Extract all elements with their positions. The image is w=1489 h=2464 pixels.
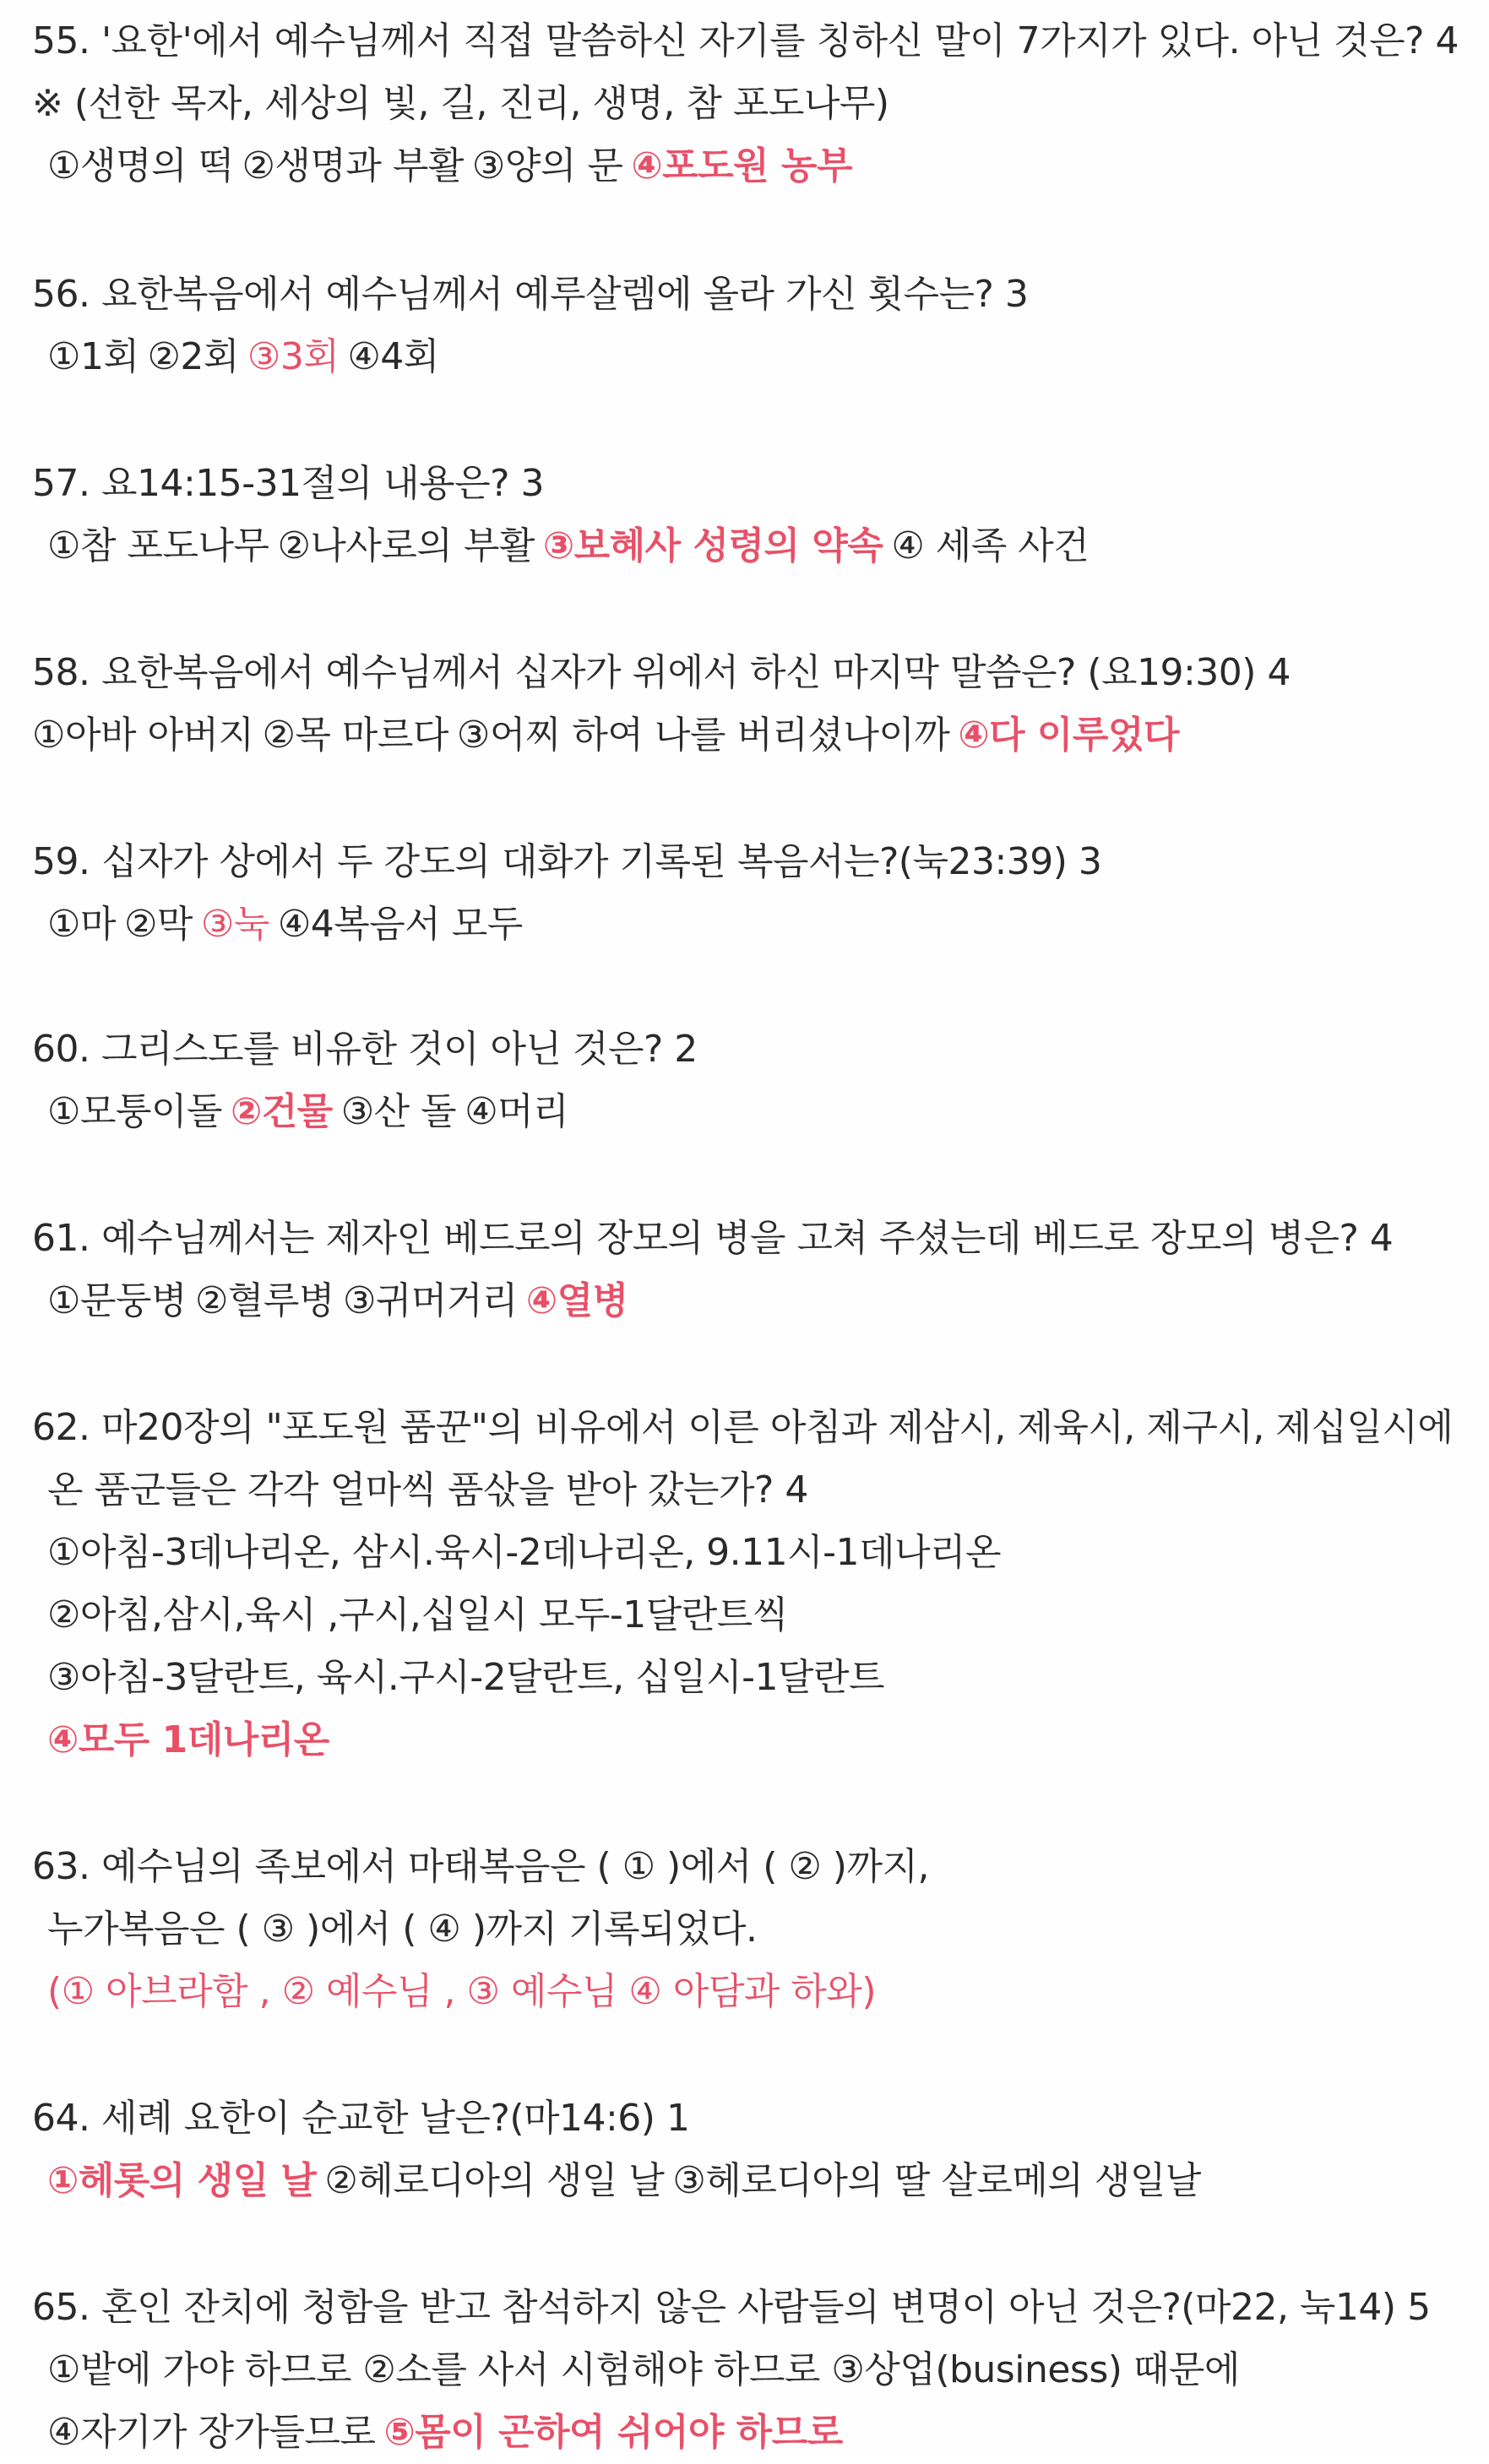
option: ②막 [123, 903, 193, 946]
option: ②헤로디아의 생일 날 [324, 2159, 665, 2202]
question-57 [32, 453, 1468, 578]
option: ④머리 [465, 1090, 569, 1133]
option: ②나사로의 부활 [277, 524, 535, 567]
answer-text: (① 아브라함 , ② 예수님 , ③ 예수님 ④ 아담과 하와) [47, 1970, 877, 2013]
question-64-options [32, 2150, 1468, 2212]
question-65-options-line2 [32, 2402, 1468, 2464]
option: ②2회 [147, 335, 239, 378]
question-60 [32, 1018, 1468, 1143]
question-63-stem-cont: 누가복음은 ( ③ )에서 ( ④ )까지 기록되었다. [47, 1908, 758, 1951]
answer-option: ④모두 1데나리온 [47, 1718, 329, 1761]
question-61-stem: 61. 예수님께서는 제자인 베드로의 장모의 병을 고쳐 주셨는데 베드로 장모의 병은? 4 [32, 1217, 1394, 1260]
question-61-options [32, 1270, 1468, 1332]
question-61 [32, 1208, 1468, 1332]
question-65-stem: 65. 혼인 잔치에 청함을 받고 참석하지 않은 사람들의 변명이 아닌 것은?(마22, 눅14) 5 [32, 2286, 1431, 2329]
question-58-stem: 58. 요한복음에서 예수님께서 십자가 위에서 하신 마지막 말씀은? (요19:30) 4 [32, 651, 1291, 694]
option: ④4회 [347, 335, 439, 378]
answer-option: ③보혜사 성령의 약속 [542, 524, 883, 567]
option: ②아침,삼시,육시 ,구시,십일시 모두-1달란트씩 [47, 1593, 788, 1636]
question-65-options-line1: ①밭에 가야 하므로 ②소를 사서 시험해야 하므로 ③상업(business) 때문에 [47, 2348, 1240, 2391]
question-58-options [32, 704, 1468, 767]
question-56-stem: 56. 요한복음에서 예수님께서 예루살렘에 올라 가신 횟수는? 3 [32, 273, 1029, 316]
question-57-options [32, 515, 1468, 578]
question-60-stem: 60. 그리스도를 비유한 것이 아닌 것은? 2 [32, 1028, 698, 1071]
answer-option: ④열병 [525, 1279, 628, 1322]
option: ②목 마르다 [262, 714, 448, 757]
option: ③산 돌 [340, 1090, 457, 1133]
option: ③헤로디아의 딸 살로메의 생일날 [672, 2159, 1201, 2202]
question-64 [32, 2087, 1468, 2212]
question-59-options [32, 893, 1468, 956]
option: ②생명과 부활 [242, 144, 464, 187]
option: ③귀머거리 [342, 1279, 518, 1322]
option: ④ 세족 사건 [891, 524, 1090, 567]
option: ③아침-3달란트, 육시.구시-2달란트, 십일시-1달란트 [47, 1656, 885, 1699]
option: ②혈루병 [194, 1279, 334, 1322]
option: ①1회 [47, 335, 139, 378]
answer-option: ③눅 [200, 903, 269, 946]
question-64-stem: 64. 세례 요한이 순교한 날은?(마14:6) 1 [32, 2097, 690, 2140]
question-62 [32, 1397, 1468, 1772]
option: ①아바 아버지 [32, 714, 254, 757]
option: ④자기가 장가들므로 [47, 2411, 376, 2454]
answer-option: ⑤몸이 곤하여 쉬어야 하므로 [383, 2411, 843, 2454]
question-63 [32, 1836, 1468, 2023]
question-60-options [32, 1081, 1468, 1143]
question-59-stem: 59. 십자가 상에서 두 강도의 대화가 기록된 복음서는?(눅23:39) 3 [32, 840, 1102, 883]
option: ①마 [47, 903, 116, 946]
option: ①문둥병 [47, 1279, 187, 1322]
question-62-stem-cont: 온 품군들은 각각 얼마씩 품삯을 받아 갔는가? 4 [47, 1468, 808, 1512]
option: ①참 포도나무 [47, 524, 269, 567]
option: ①모퉁이돌 [47, 1090, 222, 1133]
question-55-stem: 55. '요한'에서 예수님께서 직접 말씀하신 자기를 칭하신 말이 7가지가 있다. 아닌 것은? 4 [32, 19, 1459, 62]
question-55 [32, 10, 1468, 198]
answer-option: ④포도원 농부 [631, 144, 852, 187]
question-58 [32, 642, 1468, 767]
option: ①아침-3데나리온, 삼시.육시-2데나리온, 9.11시-1데나리온 [47, 1531, 1002, 1574]
option: ③어찌 하여 나를 버리셨나이까 [456, 714, 950, 757]
answer-option: ①헤롯의 생일 날 [47, 2159, 317, 2202]
question-63-stem: 63. 예수님의 족보에서 마태복음은 ( ① )에서 ( ② )까지, [32, 1845, 929, 1888]
option: ③양의 문 [471, 144, 623, 187]
answer-option: ②건물 [230, 1090, 333, 1133]
question-56-options [32, 326, 1468, 388]
question-56 [32, 263, 1468, 388]
question-57-stem: 57. 요14:15-31절의 내용은? 3 [32, 462, 544, 505]
question-55-note: ※ (선한 목자, 세상의 빛, 길, 진리, 생명, 참 포도나무) [32, 82, 889, 125]
option: ①생명의 떡 [47, 144, 234, 187]
question-62-stem: 62. 마20장의 "포도원 품꾼"의 비유에서 이른 아침과 제삼시, 제육시, 제구시, 제십일시에 [32, 1406, 1454, 1449]
answer-option: ④다 이루었다 [958, 714, 1179, 757]
option: ④4복음서 모두 [277, 903, 523, 946]
question-55-options [32, 135, 1468, 198]
question-65 [32, 2277, 1468, 2464]
question-59 [32, 831, 1468, 956]
answer-option: ③3회 [247, 335, 340, 378]
